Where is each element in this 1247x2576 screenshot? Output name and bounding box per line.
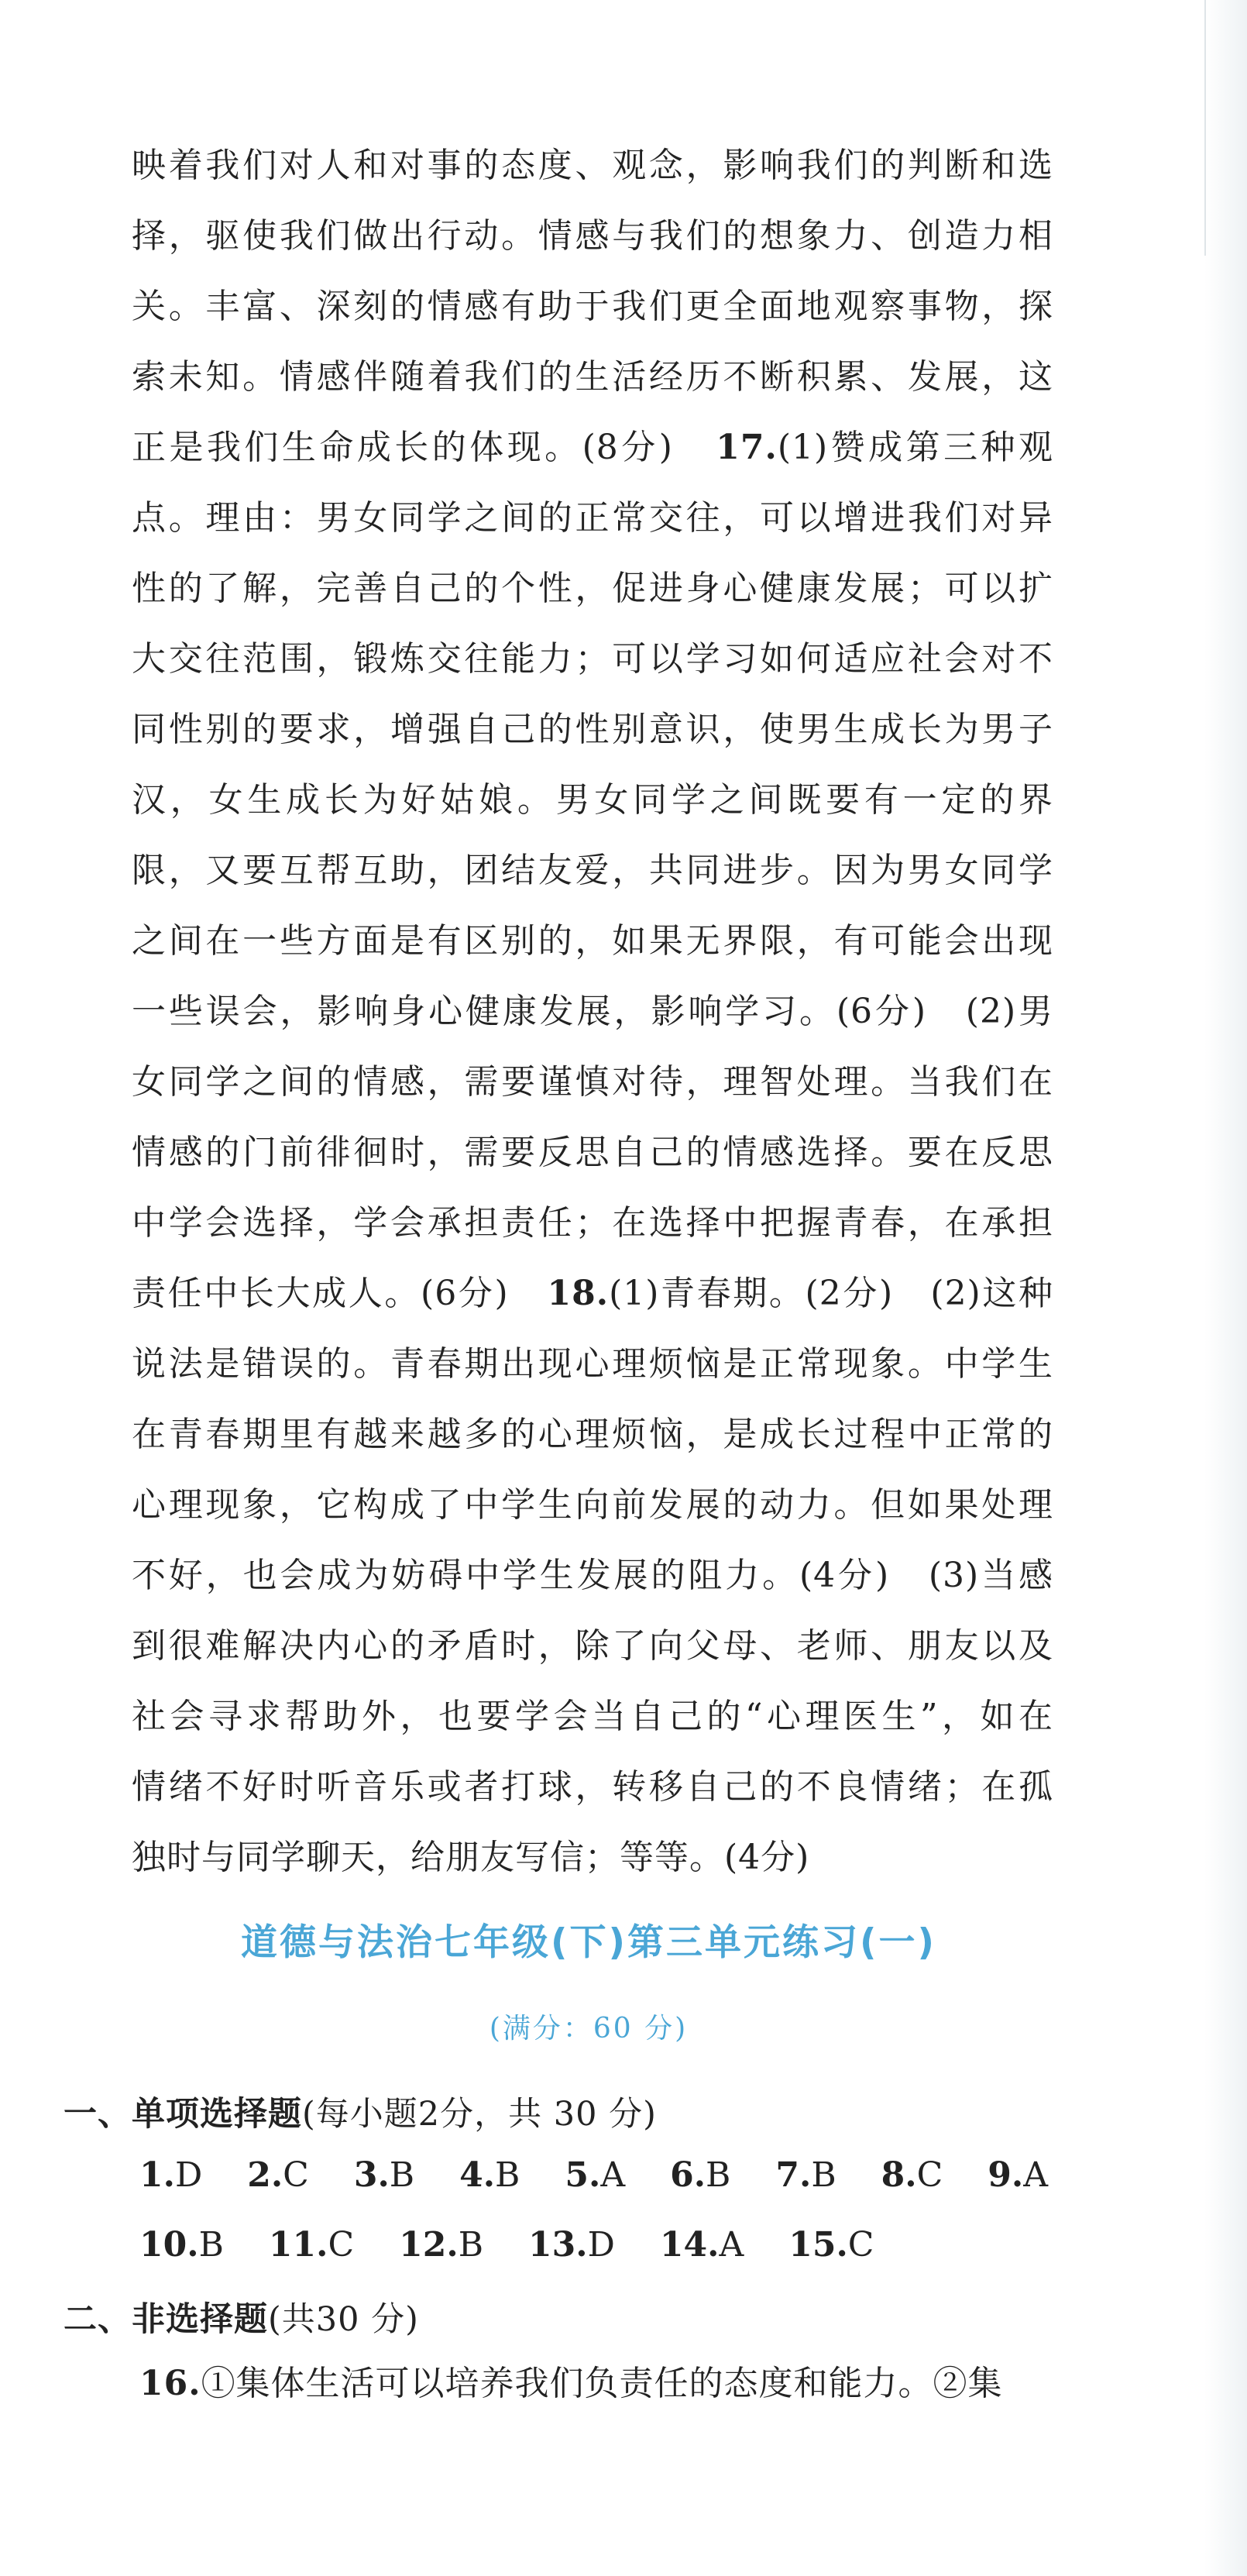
text-line: 中学会选择，学会承担责任；在选择中把握青春，在承担 [132, 1203, 1053, 1243]
part1-heading [64, 2088, 657, 2135]
answer-paragraph [132, 130, 1053, 1893]
section-title: 道德与法治七年级(下)第三单元练习(一) [241, 1921, 936, 1964]
text-line [132, 1258, 1053, 1329]
text-line: 汉，女生成长为好姑娘。男女同学之间既要有一定的界 [132, 780, 1053, 820]
answer-item: 9.A [988, 2155, 1048, 2195]
question-16-text: ①集体生活可以培养我们负责任的态度和能力。②集 [201, 2364, 1003, 2403]
answer-row-1 [139, 2155, 1082, 2195]
part1-heading-note: (每小题2分，共 30 分) [302, 2095, 657, 2134]
text-line: 之间在一些方面是有区别的，如果无界限，有可能会出现 [132, 921, 1053, 961]
answer-item: 6.B [670, 2155, 731, 2195]
answer-item: 8.C [881, 2155, 943, 2195]
part2-heading [64, 2293, 419, 2340]
text-line: 点。理由：男女同学之间的正常交往，可以增进我们对异 [132, 498, 1053, 538]
text-line: 到很难解决内心的矛盾时，除了向父母、老师、朋友以及 [132, 1626, 1053, 1666]
text-line: 说法是错误的。青春期出现心理烦恼是正常现象。中学生 [132, 1344, 1053, 1384]
text-line: 在青春期里有越来越多的心理烦恼，是成长过程中正常的 [132, 1415, 1053, 1454]
text-segment: 正是我们生命成长的体现。(8分) [132, 428, 673, 467]
page-edge-shadow [1204, 0, 1247, 2576]
answer-item: 14.A [659, 2225, 744, 2265]
part2-heading-title: 二、非选择题 [64, 2300, 268, 2339]
text-line: 情绪不好时听音乐或者打球，转移自己的不良情绪；在孤 [132, 1767, 1053, 1807]
text-line: 独时与同学聊天，给朋友写信；等等。(4分) [132, 1838, 810, 1877]
question-number: 17. [716, 428, 778, 467]
answer-item: 15.C [788, 2225, 874, 2265]
text-line: 索未知。情感伴随着我们的生活经历不断积累、发展，这 [132, 357, 1053, 397]
answer-item: 11.C [268, 2225, 355, 2265]
text-line: 性的了解，完善自己的个性，促进身心健康发展；可以扩 [132, 569, 1053, 608]
text-line: 择，驱使我们做出行动。情感与我们的想象力、创造力相 [132, 216, 1053, 256]
answer-item: 10.B [139, 2225, 224, 2265]
question-16-line [139, 2355, 1069, 2405]
question-number: 18. [547, 1274, 610, 1313]
text-line: 同性别的要求，增强自己的性别意识，使男生成长为男子 [132, 710, 1053, 749]
text-line: 不好，也会成为妨碍中学生发展的阻力。(4分) (3)当感 [132, 1556, 1053, 1595]
text-segment: (1)赞成第三种观 [777, 428, 1054, 467]
answer-item: 4.B [459, 2155, 520, 2195]
answer-item: 3.B [353, 2155, 415, 2195]
text-line: 心理现象，它构成了中学生向前发展的动力。但如果处理 [132, 1485, 1053, 1525]
text-line [132, 412, 1053, 483]
text-line: 社会寻求帮助外，也要学会当自己的“心理医生”，如在 [132, 1697, 1053, 1736]
part2-heading-note: (共30 分) [268, 2300, 419, 2339]
text-segment: (1)青春期。(2分) (2)这种 [609, 1274, 1053, 1313]
question-number: 16. [139, 2364, 201, 2403]
text-line: 关。丰富、深刻的情感有助于我们更全面地观察事物，探 [132, 287, 1053, 326]
part1-heading-title: 一、单项选择题 [64, 2095, 302, 2134]
answer-item: 7.B [775, 2155, 836, 2195]
answer-item: 1.D [139, 2155, 203, 2195]
answer-item: 13.D [528, 2225, 615, 2265]
answer-item: 12.B [399, 2225, 484, 2265]
text-segment: 责任中长大成人。(6分) [132, 1274, 509, 1313]
text-line: 一些误会，影响身心健康发展，影响学习。(6分) (2)男 [132, 992, 1053, 1031]
answer-item: 5.A [565, 2155, 626, 2195]
text-line: 限，又要互帮互助，团结友爱，共同进步。因为男女同学 [132, 851, 1053, 890]
text-line: 映着我们对人和对事的态度、观念，影响我们的判断和选 [132, 146, 1053, 185]
answer-row-2 [139, 2225, 908, 2265]
text-line: 女同学之间的情感，需要谨慎对待，理智处理。当我们在 [132, 1062, 1053, 1102]
text-line: 情感的门前徘徊时，需要反思自己的情感选择。要在反思 [132, 1133, 1053, 1172]
answer-item: 2.C [247, 2155, 309, 2195]
text-line: 大交往范围，锻炼交往能力；可以学习如何适应社会对不 [132, 639, 1053, 679]
full-score-note: (满分：60 分) [489, 2013, 689, 2045]
